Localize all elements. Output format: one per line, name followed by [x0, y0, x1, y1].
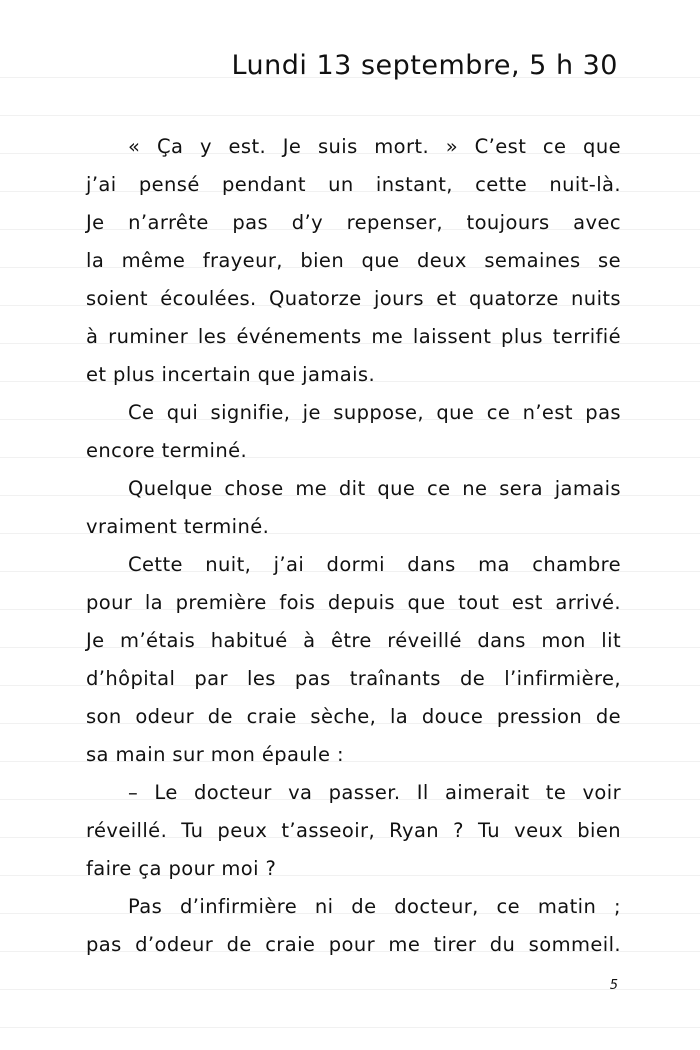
text-line: d’hôpital par les pas traînants de l’infirmière, [86, 667, 621, 690]
dialogue-line: – Le docteur va passer. Il aimerait te voir [128, 781, 621, 804]
text-line: Je n’arrête pas d’y repenser, toujours avec [86, 211, 621, 234]
diary-entry-date-heading: Lundi 13 septembre, 5 h 30 [231, 50, 618, 81]
text-line: « Ça y est. Je suis mort. » C’est ce que [128, 135, 621, 158]
text-line: Ce qui signifie, je suppose, que ce n’est pas [128, 401, 621, 424]
text-line: son odeur de craie sèche, la douce pression de [86, 705, 621, 728]
text-line: à ruminer les événements me laissent plus terrifié [86, 325, 621, 348]
text-line: sa main sur mon épaule : [86, 743, 344, 766]
text-line: encore terminé. [86, 439, 248, 462]
text-line: la même frayeur, bien que deux semaines se [86, 249, 621, 272]
diary-entry-body [86, 128, 621, 964]
text-line: Cette nuit, j’ai dormi dans ma chambre [128, 553, 621, 576]
text-line: pas d’odeur de craie pour me tirer du sommeil. [86, 933, 621, 956]
text-line: pour la première fois depuis que tout est arrivé. [86, 591, 621, 614]
dialogue-line: réveillé. Tu peux t’asseoir, Ryan ? Tu veux bien [86, 819, 621, 842]
text-line: Je m’étais habitué à être réveillé dans mon lit [86, 629, 621, 652]
dialogue-line: faire ça pour moi ? [86, 857, 277, 880]
page-number: 5 [609, 978, 618, 993]
text-line: Quelque chose me dit que ce ne sera jamais [128, 477, 621, 500]
text-line: Pas d’infirmière ni de docteur, ce matin ; [128, 895, 621, 918]
text-line: j’ai pensé pendant un instant, cette nuit-là. [86, 173, 621, 196]
text-line: vraiment terminé. [86, 515, 270, 538]
text-line: soient écoulées. Quatorze jours et quatorze nuits [86, 287, 621, 310]
text-line: et plus incertain que jamais. [86, 363, 376, 386]
